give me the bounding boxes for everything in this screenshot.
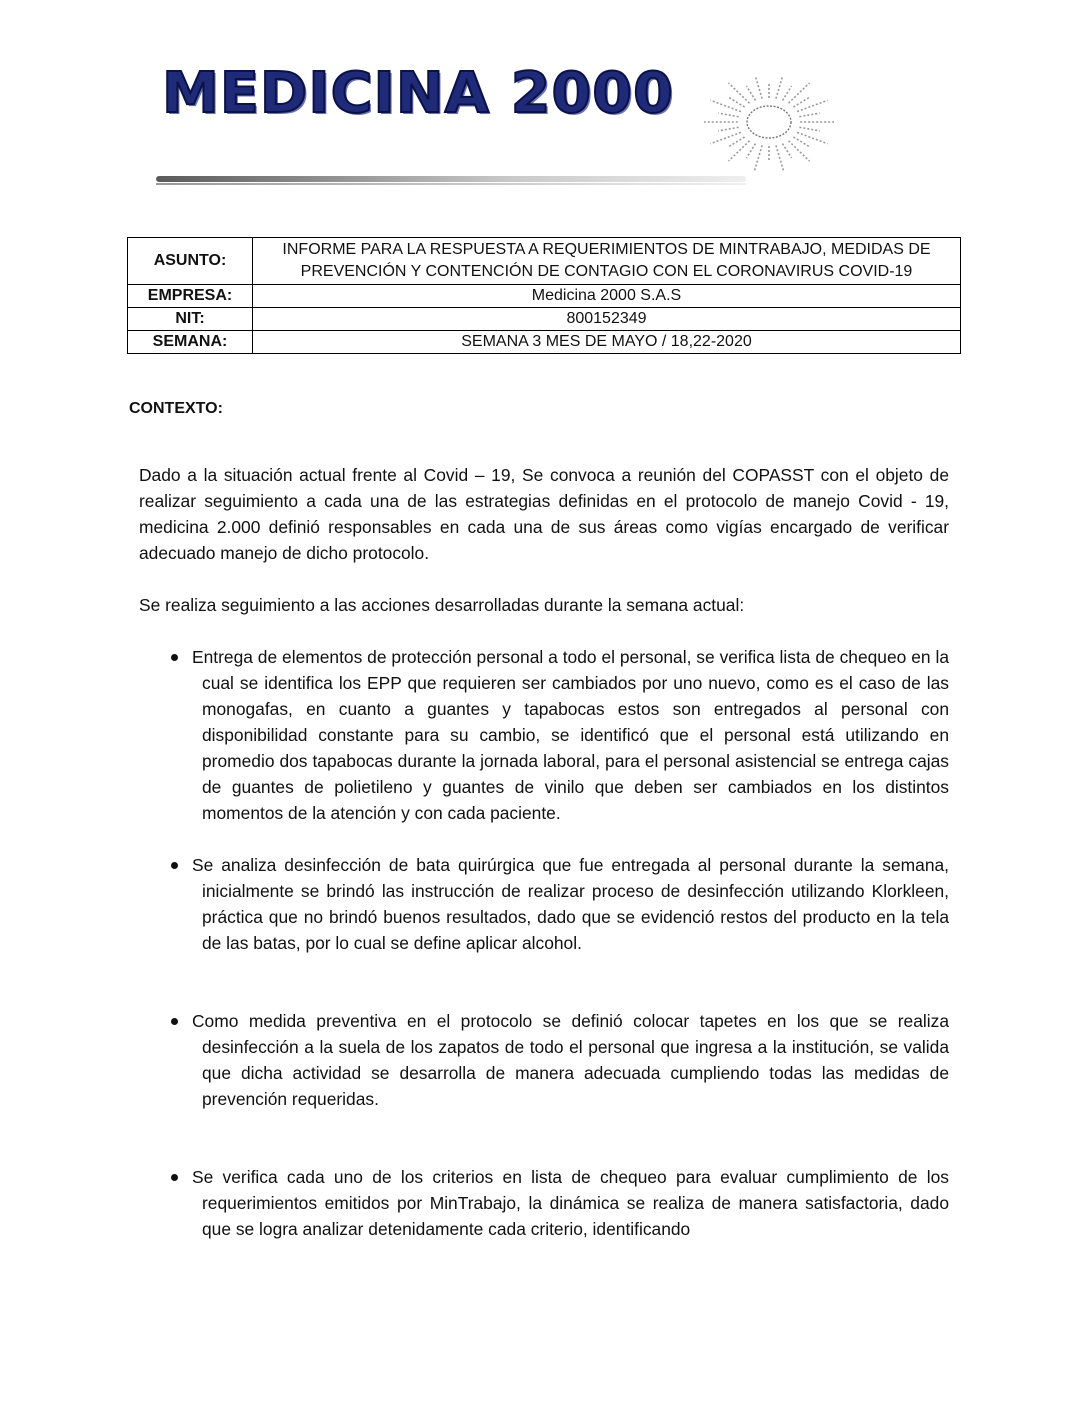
info-label: SEMANA: [128,331,253,354]
sunburst-ray [783,144,792,158]
info-label: ASUNTO: [128,238,253,285]
sunburst-ray [746,144,755,158]
sunburst-ray [755,76,763,99]
info-value: INFORME PARA LA RESPUESTA A REQUERIMIENTOS DE MINTRABAJO, MEDIDAS DE PREVENCIÓN Y CONTENCIÓN DE CONTAGIO CON EL CORONAVIRUS COVID-19 [253,238,961,285]
sunburst-ray [728,97,744,107]
list-item [139,852,949,956]
logo-underline [156,176,746,182]
info-value: Medicina 2000 S.A.S [253,285,961,308]
sunburst-ray [728,137,744,147]
info-row-empresa [128,285,961,308]
info-row-semana [128,331,961,354]
info-row-nit [128,308,961,331]
info-value: 800152349 [253,308,961,331]
bullet-icon [171,1018,178,1025]
bullet-icon [171,862,178,869]
section-heading: CONTEXTO: [129,400,223,417]
bullet-icon [171,654,178,661]
sunburst-ray [789,141,810,161]
bullet-text: Se analiza desinfección de bata quirúrgica que fue entregada al personal durante la semana, inicialmente se brindó las instrucción de realizar proceso de desinfección utilizando Klorkleen, práctica que no brindó buenos resultados, dado que se evidenció restos del producto en la tela de las batas, por lo cual se define aplicar alcohol. [192,855,949,953]
bullet-text: Se verifica cada uno de los criterios en lista de chequeo para evaluar cumplimiento de los requerimientos emitidos por MinTrabajo, la dinámica se realiza de manera satisfactoria, dado que se logra analizar detenidamente cada criterio, identificando [192,1167,949,1239]
info-table [127,237,961,354]
sunburst-ray [718,113,738,117]
sunburst-ray [776,76,784,99]
sunburst-ray [789,83,810,103]
sunburst-ray [793,137,809,147]
info-label: NIT: [128,308,253,331]
sunburst-ray [746,86,755,100]
lead-paragraph: Se realiza seguimiento a las acciones desarrolladas durante la semana actual: [139,595,745,615]
sunburst-ray [755,145,763,170]
list-item [139,644,949,826]
document-body [139,462,949,1242]
list-item [139,1008,949,1112]
letterhead [150,60,850,180]
sunburst-ray [783,86,792,100]
company-logo: MEDICINA 2000 [162,61,674,126]
sunburst-ray [729,83,750,103]
info-value: SEMANA 3 MES DE MAYO / 18,22-2020 [253,331,961,354]
bullet-list [139,644,949,1242]
list-item [139,1164,949,1242]
sunburst-ray [718,127,738,131]
sunburst-ray [799,127,819,131]
info-label: EMPRESA: [128,285,253,308]
sunburst-logo-icon [698,76,840,176]
sunburst-ray [776,145,784,170]
sunburst-ray [799,113,819,117]
sunburst-ray [793,97,809,107]
bullet-text: Entrega de elementos de protección personal a todo el personal, se verifica lista de chequeo en la cual se identifica los EPP que requieren ser cambiados por uno nuevo, como es el caso de las monogafas, en cuanto a guantes y tapabocas estos son entregados al personal con disponibilidad constante para su cambio, se identificó que el personal está utilizando en promedio dos tapabocas durante la jornada laboral, para el personal asistencial se entrega cajas de guantes de polietileno y guantes de vinilo que deben ser cambiados en los distintos momentos de la atención y con cada paciente. [192,647,949,823]
intro-paragraph: Dado a la situación actual frente al Covid – 19, Se convoca a reunión del COPASST con el objeto de realizar seguimiento a cada una de las estrategias definidas en el protocolo de manejo Covid - 19, medicina 2.000 definió responsables en cada una de sus áreas como vigías encargado de verificar adecuado manejo de dicho protocolo. [139,465,949,563]
bullet-text: Como medida preventiva en el protocolo se definió colocar tapetes en los que se realiza desinfección a la suela de los zapatos de todo el personal que ingresa a la institución, se valida que dicha actividad se desarrolla de manera adecuada cumpliendo todas las medidas de prevención requeridas. [192,1011,949,1109]
info-row-asunto [128,238,961,285]
bullet-icon [171,1174,178,1181]
sunburst-ray [729,141,750,161]
logo-underline-shadow [156,183,746,185]
